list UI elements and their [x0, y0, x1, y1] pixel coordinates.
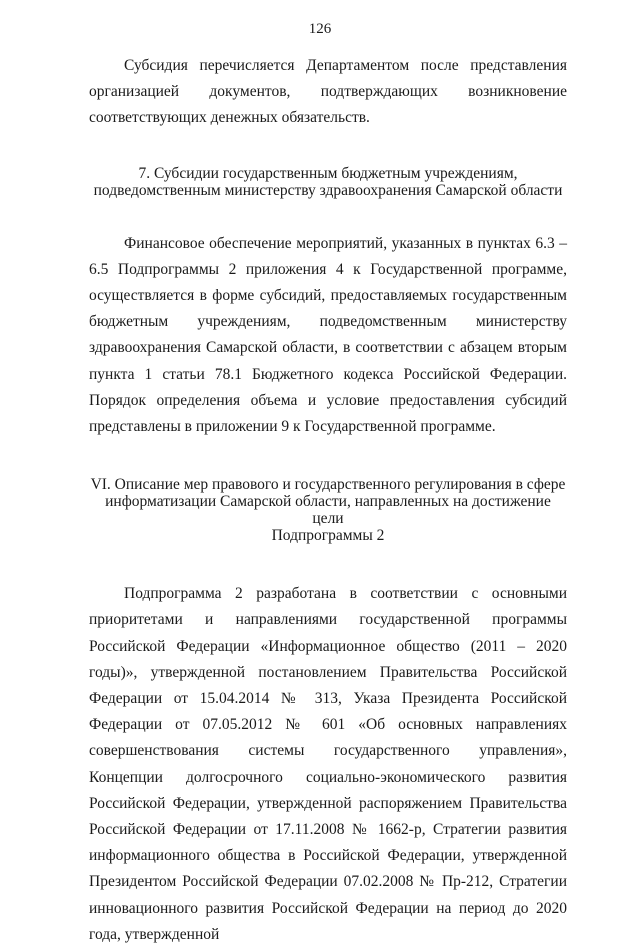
paragraph-subsidy-transfer: Субсидия перечисляется Департаментом после представления организацией документов, подтверждающих возникновение соответствующих денежных обязательств.: [89, 57, 567, 127]
section-7-heading-line-2: подведомственным министерству здравоохранения Самарской области: [93, 181, 563, 199]
section-vi-heading-line-3: Подпрограммы 2: [271, 527, 385, 545]
page-number: 126: [308, 21, 332, 37]
section-7-heading-line-1: 7. Субсидии государственным бюджетным учреждениям,: [138, 164, 518, 182]
section-vi-heading-line-1: VI. Описание мер правового и государственного регулирования в сфере: [90, 476, 566, 494]
paragraph-subprogram-basis: Подпрограмма 2 разработана в соответствии с основными приоритетами и направлениями государственной программы Российской Федерации «Информационное общество (2011 – 2020 годы)», утвержденной постановлением Правительства Российской Федерации от 15.04.2014 № 313, Указа Президента Российской Федерации от 07.05.2012 № 601 «Об основных направлениях совершенствования системы государственного управления», Концепции долгосрочного социально-экономического развития Российской Федерации, утвержденной распоряжением Правительства Российской Федерации от 17.11.2008 № 1662-р, Стратегии развития информационного общества в Российской Федерации, утвержденной Президентом Российской Федерации 07.02.2008 № Пр-212, Стратегии инновационного развития Российской Федерации на период до 2020 года, утвержденной: [89, 585, 567, 943]
section-vi-heading: [89, 476, 567, 544]
section-vi-heading-line-2: информатизации Самарской области, направленных на достижение цели: [105, 493, 551, 528]
paragraph-financing: Финансовое обеспечение мероприятий, указанных в пунктах 6.3 – 6.5 Подпрограммы 2 приложения 4 к Государственной программе, осуществляется в форме субсидий, предоставляемых государственным бюджетным учреждениям, подведомственным министерству здравоохранения Самарской области, в соответствии с абзацем вторым пункта 1 статьи 78.1 Бюджетного кодекса Российской Федерации. Порядок определения объема и условие предоставления субсидий представлены в приложении 9 к Государственной программе.: [89, 234, 567, 436]
document-body: [89, 53, 567, 948]
section-7-heading: [89, 165, 567, 199]
